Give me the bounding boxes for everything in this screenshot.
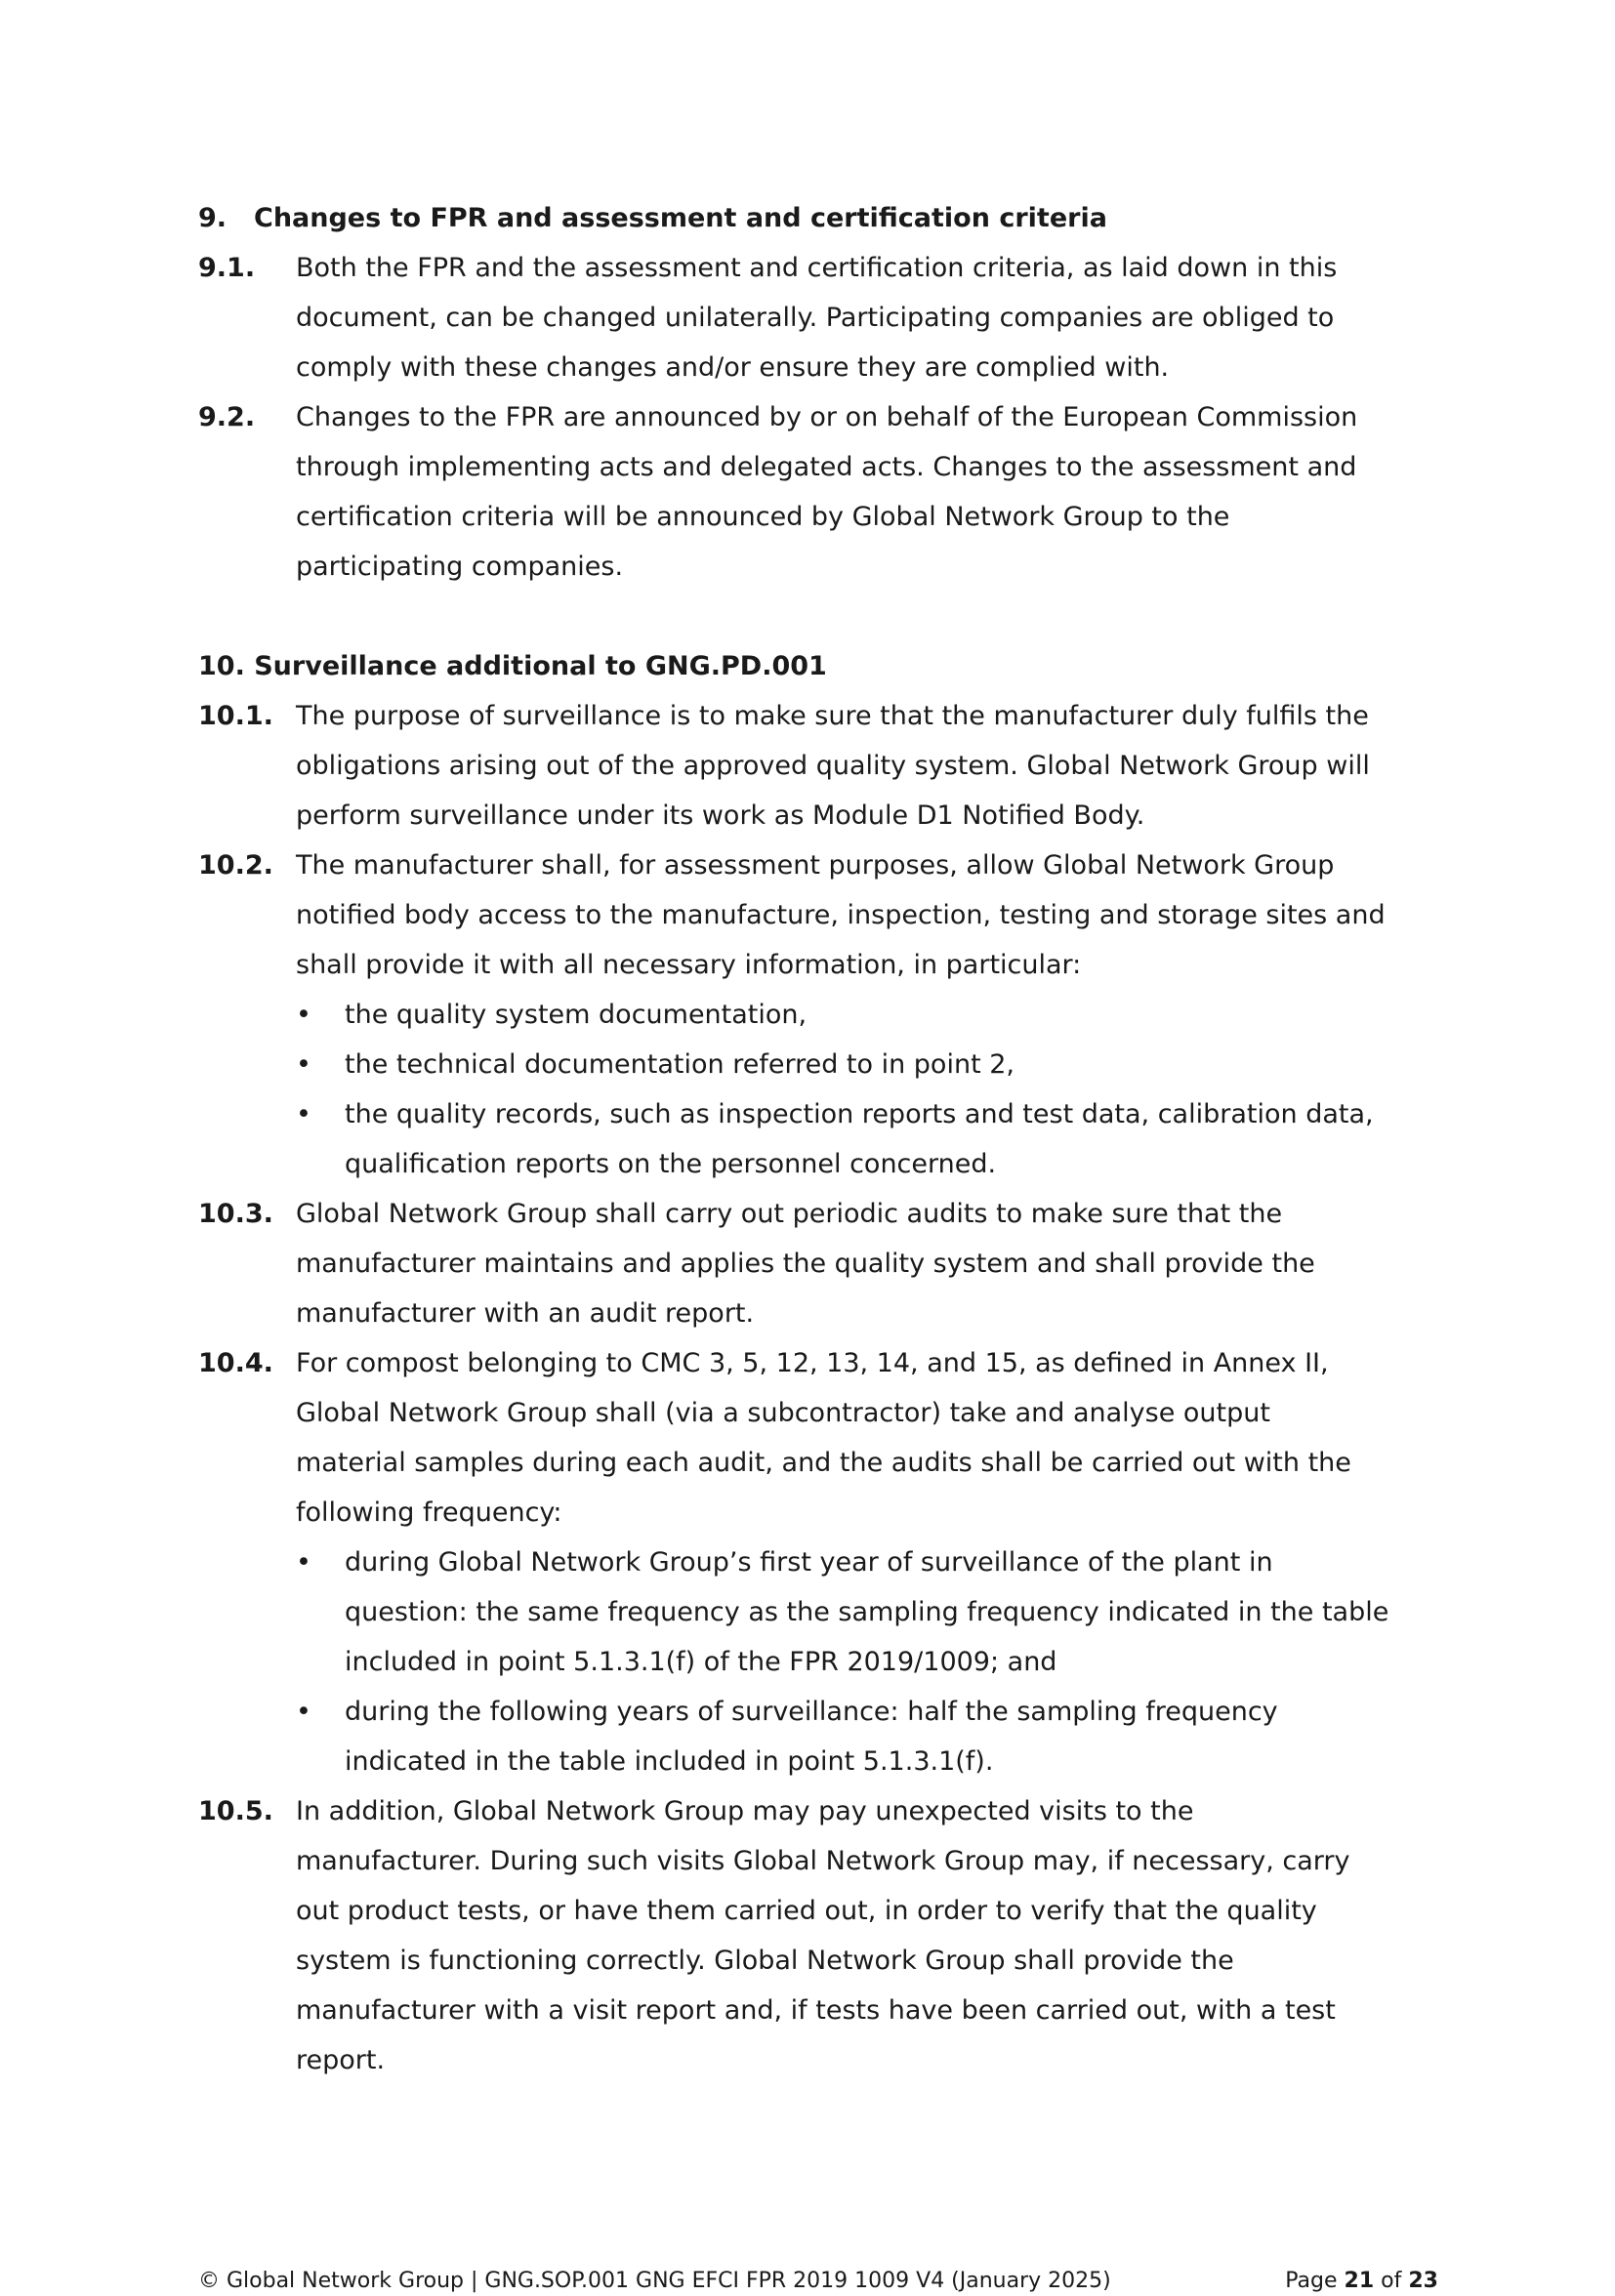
clause-text-line: manufacturer with a visit report and, if tests have been carried out, with a test xyxy=(296,1995,1336,2026)
page-number xyxy=(1285,2267,1438,2296)
clause-text-line: material samples during each audit, and the audits shall be carried out with the xyxy=(296,1448,1351,1478)
clause-text-line: following frequency: xyxy=(296,1497,562,1528)
bullet-text-line: question: the same frequency as the sampling frequency indicated in the table xyxy=(345,1597,1389,1627)
clause-text-line: system is functioning correctly. Global Network Group shall provide the xyxy=(296,1946,1234,1976)
bullet-text-line: during the following years of surveillance: half the sampling frequency xyxy=(345,1697,1278,1727)
footer-copyright: © Global Network Group | GNG.SOP.001 GNG EFCI FPR 2019 1009 V4 (January 2025) xyxy=(198,2269,1111,2293)
section-9-title: Changes to FPR and assessment and certification criteria xyxy=(254,203,1107,233)
clause-text-line: manufacturer with an audit report. xyxy=(296,1298,755,1329)
bullet-text-line: included in point 5.1.3.1(f) of the FPR 2019/1009; and xyxy=(345,1647,1057,1677)
clause-number: 10.2. xyxy=(198,850,273,881)
section-9-number: 9. xyxy=(198,203,228,233)
bullet-text-line: the quality system documentation, xyxy=(345,1000,808,1030)
clause-number: 9.1. xyxy=(198,253,256,283)
clause-text-line: manufacturer. During such visits Global Network Group may, if necessary, carry xyxy=(296,1846,1350,1876)
clause-text-line: out product tests, or have them carried out, in order to verify that the quality xyxy=(296,1896,1317,1926)
section-9-heading xyxy=(198,193,1438,243)
bullet-icon: • xyxy=(296,1697,311,1727)
clause-text-line: through implementing acts and delegated acts. Changes to the assessment and xyxy=(296,452,1357,482)
clause-text-line: Global Network Group shall carry out periodic audits to make sure that the xyxy=(296,1199,1283,1229)
clause-text-line: shall provide it with all necessary information, in particular: xyxy=(296,950,1082,980)
clause-text-line: The purpose of surveillance is to make sure that the manufacturer duly fulfils the xyxy=(296,701,1369,731)
clause-text-line: report. xyxy=(296,2045,386,2075)
page-label: Page xyxy=(1285,2269,1338,2293)
clause-text-line: In addition, Global Network Group may pay unexpected visits to the xyxy=(296,1796,1194,1826)
clause-number: 10.4. xyxy=(198,1348,273,1378)
page-total: 23 xyxy=(1408,2269,1438,2293)
clause-text-line: document, can be changed unilaterally. Participating companies are obliged to xyxy=(296,303,1335,333)
bullet-text-line: indicated in the table included in point 5.1.3.1(f). xyxy=(345,1746,994,1777)
bullet-item xyxy=(198,1040,1438,1089)
clause-text-line: manufacturer maintains and applies the quality system and shall provide the xyxy=(296,1249,1315,1279)
clause-number: 10.3. xyxy=(198,1199,273,1229)
bullet-item xyxy=(198,990,1438,1040)
clause-text-line: notified body access to the manufacture, inspection, testing and storage sites and xyxy=(296,900,1386,930)
bullet-text-line: during Global Network Group’s first year of surveillance of the plant in xyxy=(345,1547,1273,1578)
clause-text-line: perform surveillance under its work as Module D1 Notified Body. xyxy=(296,800,1145,831)
page-current: 21 xyxy=(1344,2269,1375,2293)
page-of: of xyxy=(1381,2269,1402,2293)
section-spacer xyxy=(198,592,1438,641)
clause-text-line: Changes to the FPR are announced by or on behalf of the European Commission xyxy=(296,402,1358,432)
clause-number: 9.2. xyxy=(198,402,256,432)
clause-number: 10.5. xyxy=(198,1796,273,1826)
bullet-item xyxy=(198,1687,1438,1737)
clause-text-line: Global Network Group shall (via a subcontractor) take and analyse output xyxy=(296,1398,1270,1428)
bullet-icon: • xyxy=(296,1049,311,1080)
bullet-text-line: qualification reports on the personnel concerned. xyxy=(345,1149,997,1179)
bullet-icon: • xyxy=(296,1099,311,1129)
clause-10-1 xyxy=(198,691,1438,840)
clause-text-line: obligations arising out of the approved quality system. Global Network Group will xyxy=(296,751,1370,781)
clause-number: 10.1. xyxy=(198,701,273,731)
clause-9-2 xyxy=(198,392,1438,592)
clause-text-line: certification criteria will be announced by Global Network Group to the xyxy=(296,502,1230,532)
clause-text-line: For compost belonging to CMC 3, 5, 12, 13, 14, and 15, as defined in Annex II, xyxy=(296,1348,1329,1378)
bullet-item xyxy=(198,1089,1438,1139)
clause-text-line: comply with these changes and/or ensure they are complied with. xyxy=(296,352,1170,383)
bullet-icon: • xyxy=(296,1547,311,1578)
clause-10-5 xyxy=(198,1786,1438,2085)
clause-text-line: participating companies. xyxy=(296,552,624,582)
bullet-item xyxy=(198,1538,1438,1587)
clause-10-2 xyxy=(198,840,1438,1189)
bullet-icon: • xyxy=(296,1000,311,1030)
bullet-text-line: the quality records, such as inspection reports and test data, calibration data, xyxy=(345,1099,1374,1129)
clause-text-line: The manufacturer shall, for assessment purposes, allow Global Network Group xyxy=(296,850,1335,881)
clause-10-4 xyxy=(198,1338,1438,1786)
clause-text-line: Both the FPR and the assessment and certification criteria, as laid down in this xyxy=(296,253,1338,283)
bullet-text-line: the technical documentation referred to in point 2, xyxy=(345,1049,1015,1080)
section-10-heading: 10. Surveillance additional to GNG.PD.001 xyxy=(198,651,827,681)
clause-10-3 xyxy=(198,1189,1438,1338)
document-body xyxy=(198,193,1438,2085)
clause-9-1 xyxy=(198,243,1438,392)
